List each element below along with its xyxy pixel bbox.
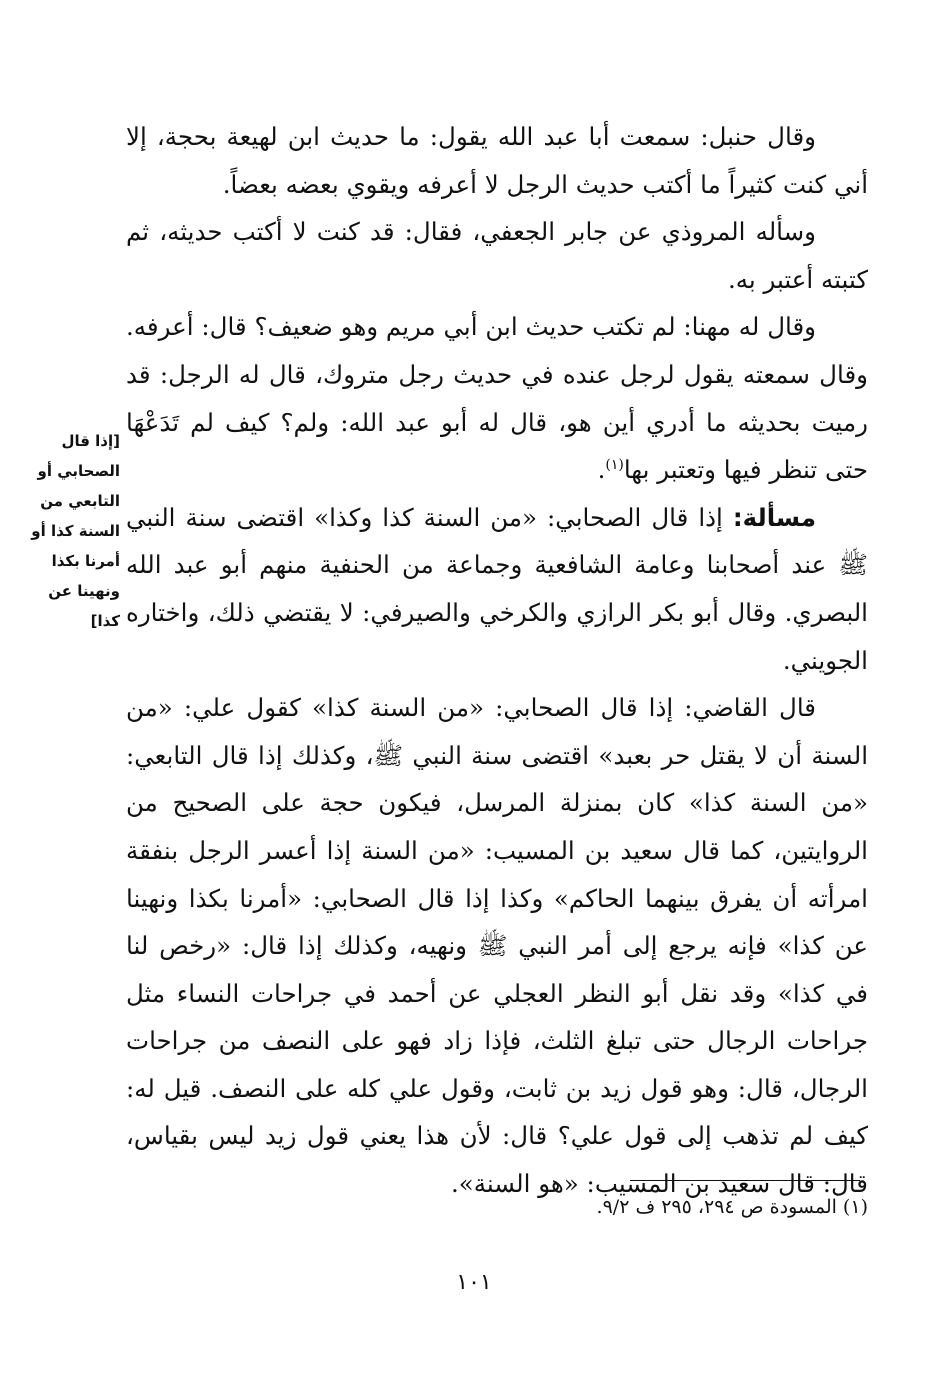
paragraph-muhanna-end: . (597, 455, 606, 485)
main-text (126, 113, 868, 1208)
footnote: (١) المسودة ص ٢٩٤، ٢٩٥ ف ٩/٢. (596, 1196, 868, 1218)
paragraph-masala-text: إذا قال الصحابي: «من السنة كذا وكذا» اقتضى سنة النبي ﷺ عند أصحابنا وعامة الشافعية وجماعة من الحنفية منهم أبو عبد الله البصري. وقال أبو بكر الرازي والكرخي والصيرفي: لا يقتضي ذلك، واختاره الجويني. (126, 502, 868, 675)
footnote-divider (630, 1180, 860, 1181)
paragraph-qadi (126, 684, 868, 1208)
paragraph-qadi-text: قال القاضي: إذا قال الصحابي: «من السنة كذا» كقول علي: «من السنة أن لا يقتل حر بعبد» اقتضى سنة النبي ﷺ، وكذلك إذا قال التابعي: «من السنة كذا» كان بمنزلة المرسل، فيكون حجة على الصحيح من الروايتين، كما قال سعيد بن المسيب: «من السنة إذا أعسر الرجل بنفقة امرأته أن يفرق بينهما الحاكم» وكذا إذا قال الصحابي: «أمرنا بكذا ونهينا عن كذا» فإنه يرجع إلى أمر النبي ﷺ ونهيه، وكذلك إذا قال: «رخص لنا في كذا» وقد نقل أبو النظر العجلي عن أحمد في جراحات النساء مثل جراحات الرجال حتى تبلغ الثلث، فإذا زاد فهو على النصف من جراحات الرجال، قال: وهو قول زيد بن ثابت، وقول علي كله على النصف. قيل له: كيف لم تذهب إلى قول علي؟ قال: لأن هذا يعني قول زيد ليس بقياس، قال: قال سعيد بن المسيب: «هو السنة». (126, 693, 868, 1199)
paragraph-marwazi-text: وسأله المروذي عن جابر الجعفي، فقال: قد كنت لا أكتب حديثه، ثم كتبته أعتبر به. (126, 217, 868, 294)
paragraph-marwazi (126, 208, 868, 303)
footnote-reference: (١) (605, 457, 624, 473)
paragraph-hanbal-text: وقال حنبل: سمعت أبا عبد الله يقول: ما حديث ابن لهيعة بحجة، إلا أني كنت كثيراً ما أكتب حديث الرجل لا أعرفه ويقوي بعضه بعضاً. (126, 122, 868, 199)
paragraph-muhanna (126, 303, 868, 493)
masala-heading: مسألة: (732, 502, 816, 532)
paragraph-hanbal (126, 113, 868, 208)
paragraph-masala (126, 494, 868, 684)
margin-note: [إذا قال الصحابي أو التابعي من السنة كذا أو أمرنا بكذا ونهينا عن كذا] (31, 432, 120, 630)
page-number: ١٠١ (456, 1270, 492, 1295)
paragraph-muhanna-text: وقال له مهنا: لم تكتب حديث ابن أبي مريم وهو ضعيف؟ قال: أعرفه. وقال سمعته يقول لرجل عنده في حديث رجل متروك، قال له الرجل: قد رميت بحديثه ما أدري أين هو، قال له أبو عبد الله: ولم؟ كيف لم تَدَعْهَا حتى تنظر فيها وتعتبر بها (126, 312, 868, 485)
